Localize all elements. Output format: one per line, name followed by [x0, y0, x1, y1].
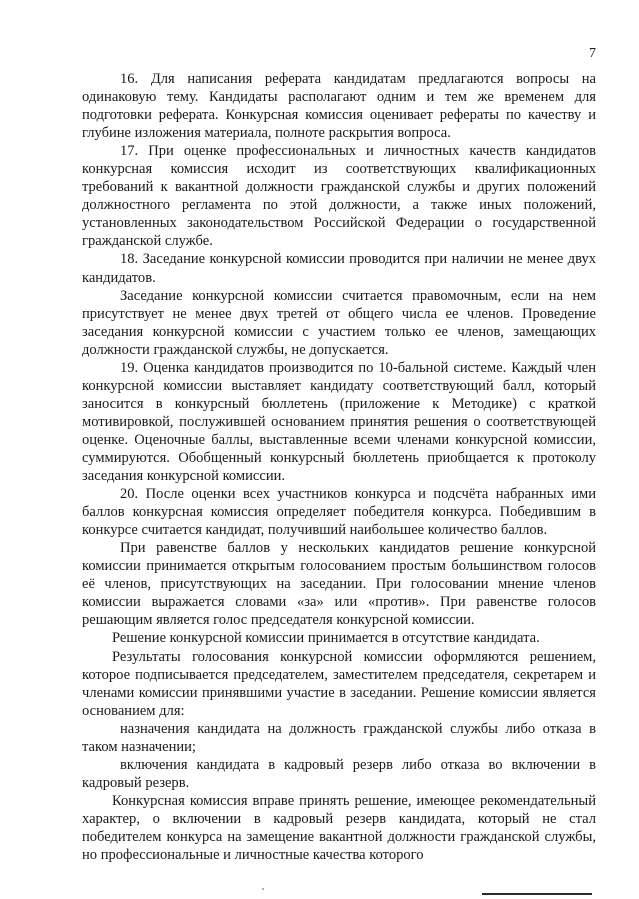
paragraph-absence: Решение конкурсной комиссии принимается в отсутствие кандидата. [112, 630, 540, 647]
page-number: 7 [589, 46, 596, 61]
paragraph-quorum: Заседание конкурсной комиссии считается правомочным, если на нем присутствует не менее двух третей от общего числа ее членов. Проведение заседания конкурсной комиссии с участием только ее членов, замещающих должности гражданской службы, не допускается. [82, 287, 596, 358]
paragraph-17: 17. При оценке профессиональных и личностных качеств кандидатов конкурсная комиссия исходит из соответствующих квалификационных требований к вакантной должности гражданской службы и других положений должностного регламента по этой должности, а также иных положений, установленных законодательством Российской Федерации о государственной гражданской службе. [82, 143, 596, 250]
footer-rule [482, 893, 592, 895]
document-body [82, 70, 596, 864]
paragraph-18: 18. Заседание конкурсной комиссии проводится при наличии не менее двух кандидатов. [82, 251, 596, 286]
paragraph-appointment: назначения кандидата на должность гражданской службы либо отказа в таком назначении; [82, 720, 596, 755]
paragraph-19: 19. Оценка кандидатов производится по 10-бальной системе. Каждый член конкурсной комиссии выставляет кандидату соответствующий балл, который заносится в конкурсный бюллетень (приложение к Методике) с краткой мотивировкой, послужившей основанием принятия решения о соответствующей оценке. Оценочные баллы, выставленные всеми членами конкурсной комиссии, суммируются. Обобщенный конкурсный бюллетень приобщается к протоколу заседания конкурсной комиссии. [82, 359, 596, 485]
paragraph-voting-results: Результаты голосования конкурсной комиссии оформляются решением, которое подписывается председателем, заместителем председателя, секретарем и членами комиссии принявшими участие в заседании. Решение комиссии является основанием для: [82, 648, 596, 719]
paragraph-equal-scores: При равенстве баллов у нескольких кандидатов решение конкурсной комиссии принимается открытым голосованием простым большинством голосов её членов, присутствующих на заседании. При голосовании мнение членов комиссии выражается словами «за» или «против». При равенстве голосов решающим является голос председателя конкурсной комиссии. [82, 540, 596, 629]
paragraph-16: 16. Для написания реферата кандидатам предлагаются вопросы на одинаковую тему. Кандидаты располагают одним и тем же временем для подготовки реферата. Конкурсная комиссия оценивает рефераты по качеству и глубине изложения материала, полноте раскрытия вопроса. [82, 71, 596, 142]
scan-speck [262, 888, 264, 890]
paragraph-reserve: включения кандидата в кадровый резерв либо отказа во включении в кадровый резерв. [82, 756, 596, 791]
paragraph-recommendation: Конкурсная комиссия вправе принять решение, имеющее рекомендательный характер, о включении в кадровый резерв кандидата, который не стал победителем конкурса на замещение вакантной должности гражданской службы, но профессиональные и личностные качества которого [82, 792, 596, 864]
paragraph-20: 20. После оценки всех участников конкурса и подсчёта набранных ими баллов конкурсная комиссия определяет победителя конкурса. Победившим в конкурсе считается кандидат, получивший наибольшее количество баллов. [82, 486, 596, 539]
